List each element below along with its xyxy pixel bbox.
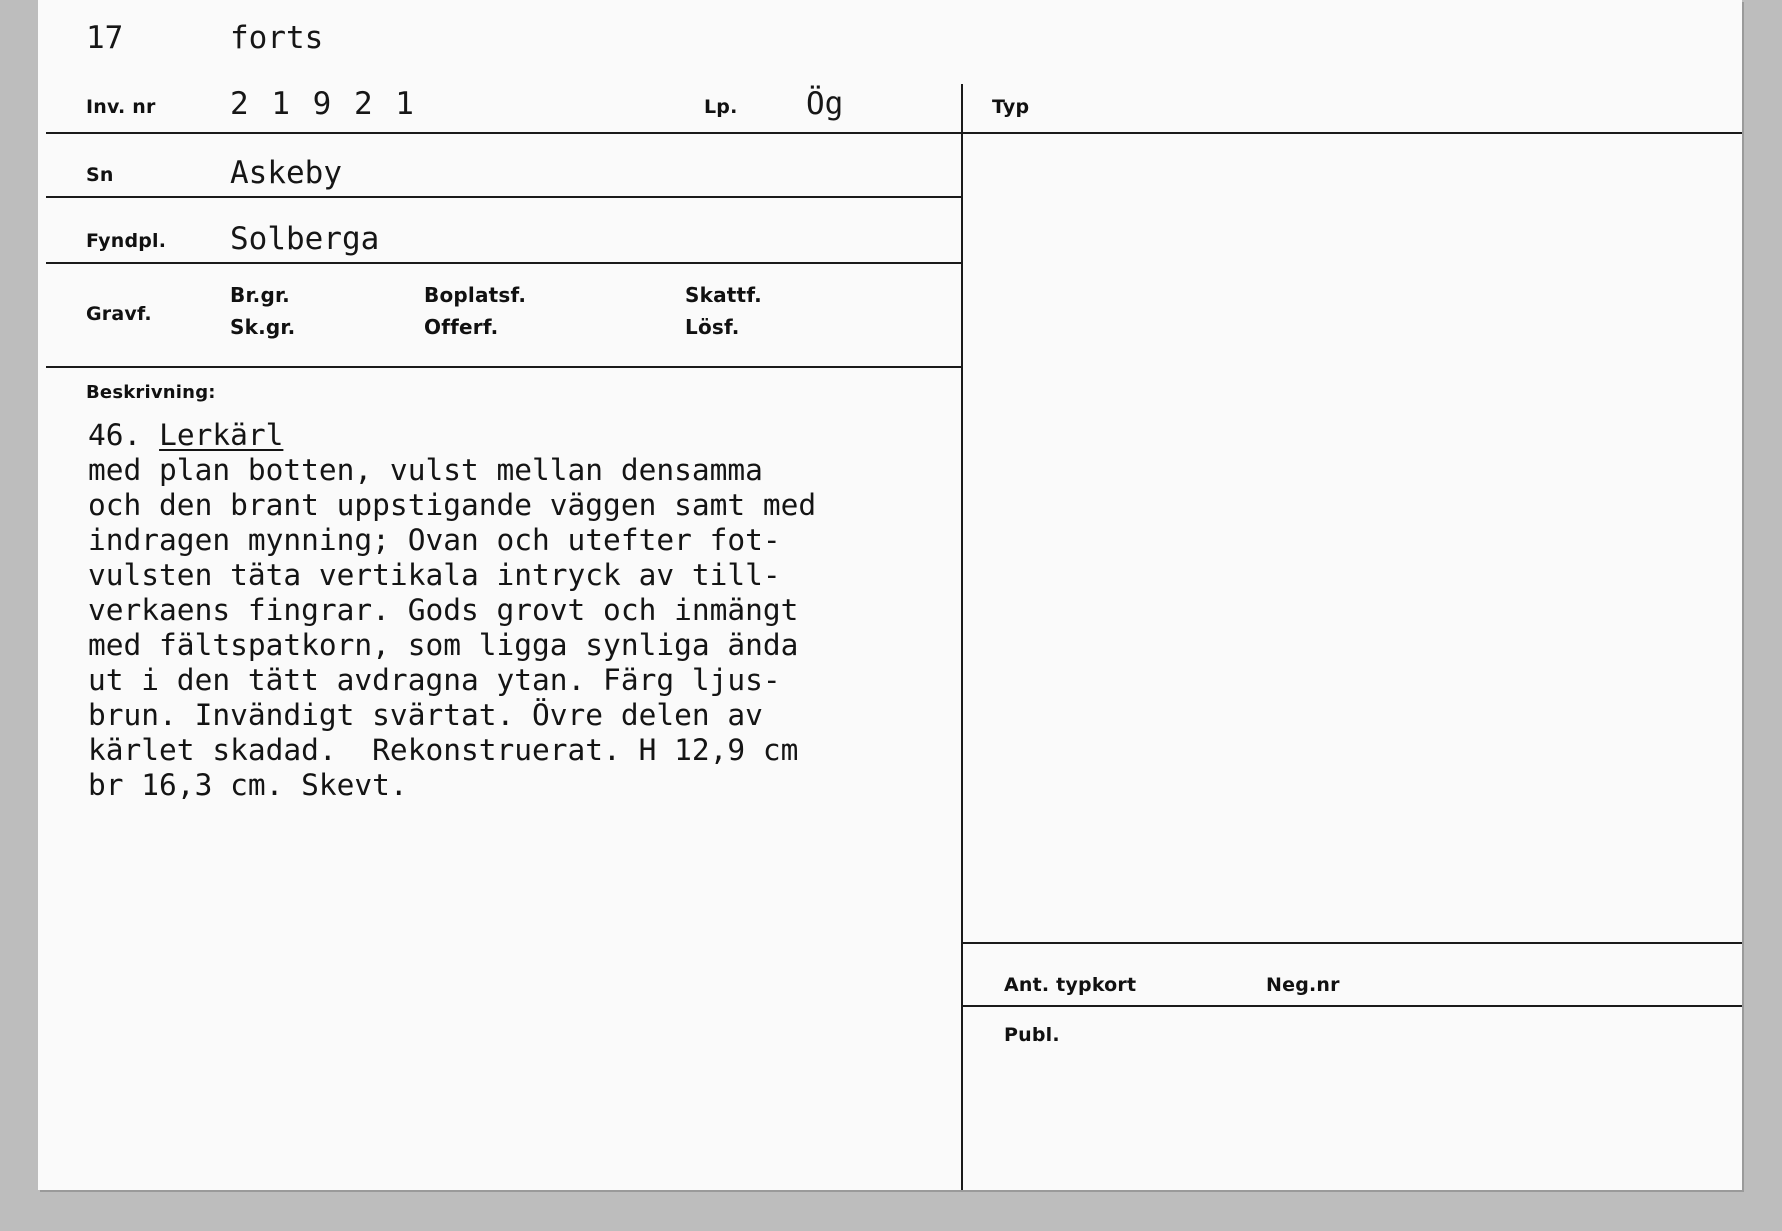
divider-ant-typkort [962,1005,1742,1007]
description-line: brun. Invändigt svärtat. Övre delen av [88,698,763,732]
ant-typkort-label: Ant. typkort [1004,974,1137,996]
item-title: Lerkärl [159,418,284,452]
sn-value: Askeby [230,155,342,191]
gravf-option-skgr: Sk.gr. [230,315,296,339]
description-line: kärlet skadad. Rekonstruerat. H 12,9 cm [88,733,799,767]
description-line: indragen mynning; Ovan och utefter fot- [88,523,781,557]
description-line: ut i den tätt avdragna ytan. Färg ljus- [88,663,781,697]
gravf-option-losf: Lösf. [685,315,740,339]
gravf-option-skattf: Skattf. [685,283,762,307]
inv-nr-value: 2 1 9 2 1 [230,86,416,122]
divider-gravf [46,366,962,368]
fyndpl-value: Solberga [230,221,380,257]
description-line: med plan botten, vulst mellan densamma [88,453,763,487]
divider-typ-bottom [962,942,1742,944]
gravf-option-offerf: Offerf. [424,315,499,339]
divider-inv [46,132,1742,134]
description-heading [88,418,988,453]
description-line: med fältspatkorn, som ligga synliga ända [88,628,799,662]
description-line: verkaens fingrar. Gods grovt och inmängt [88,593,799,627]
description-text [88,418,988,803]
inv-nr-label: Inv. nr [86,96,156,118]
catalog-card [38,0,1742,1190]
divider-sn [46,196,962,198]
sn-label: Sn [86,164,114,186]
divider-fyndpl [46,262,962,264]
beskrivning-label: Beskrivning: [86,382,216,403]
gravf-option-brgr: Br.gr. [230,283,290,307]
lp-value: Ög [806,86,844,122]
gravf-label: Gravf. [86,303,152,325]
gravf-option-boplatsf: Boplatsf. [424,283,527,307]
description-line: och den brant uppstigande väggen samt med [88,488,817,522]
lp-label: Lp. [704,96,738,118]
description-line: br 16,3 cm. Skevt. [88,768,408,802]
neg-nr-label: Neg.nr [1266,974,1340,996]
item-number: 46. [88,418,142,452]
typ-label: Typ [992,96,1030,118]
card-number: 17 [86,20,124,56]
description-line: vulsten täta vertikala intryck av till- [88,558,781,592]
publ-label: Publ. [1004,1024,1060,1046]
fyndpl-label: Fyndpl. [86,230,167,252]
card-suffix: forts [230,20,324,56]
